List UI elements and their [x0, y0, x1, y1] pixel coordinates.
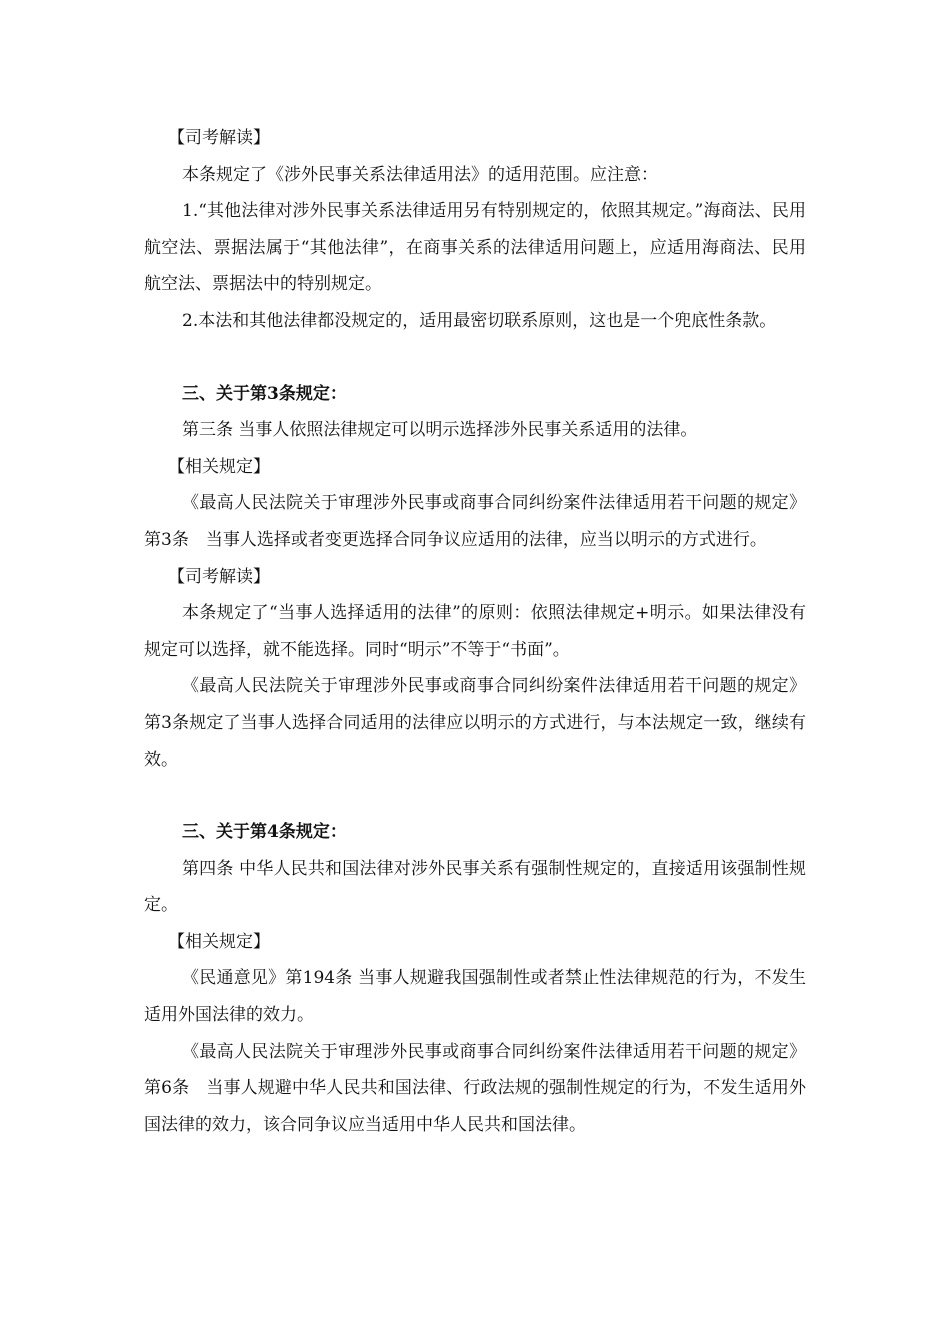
section-label: 【相关规定】: [168, 456, 270, 477]
section-spacer: [144, 340, 806, 376]
paragraph: 《最高人民法院关于审理涉外民事或商事合同纠纷案件法律适用若干问题的规定》第3条规定了当事人选择合同适用的法律应以明示的方式进行，与本法规定一致，继续有效。: [144, 676, 806, 770]
article-text: 第三条 当事人依照法律规定可以明示选择涉外民事关系适用的法律。: [182, 420, 698, 441]
section-heading: 三、关于第3条规定：: [182, 383, 347, 404]
paragraph: 2.本法和其他法律都没规定的，适用最密切联系原则，这也是一个兜底性条款。: [182, 310, 777, 331]
section-label: 【司考解读】: [168, 128, 270, 148]
paragraph: 《民通意见》第194条 当事人规避我国强制性或者禁止性法律规范的行为，不发生适用外国法律的效力。: [144, 968, 806, 1026]
article-text: 第四条 中华人民共和国法律对涉外民事关系有强制性规定的，直接适用该强制性规定。: [144, 858, 806, 916]
paragraph: 《最高人民法院关于审理涉外民事或商事合同纠纷案件法律适用若干问题的规定》第6条 当事人规避中华人民共和国法律、行政法规的强制性规定的行为，不发生适用外国法律的效力，该合同争议应当适用中华人民共和国法律。: [144, 1041, 806, 1135]
paragraph: 本条规定了“当事人选择适用的法律”的原则：依照法律规定+明示。如果法律没有规定可以选择，就不能选择。同时“明示”不等于“书面”。: [144, 603, 806, 660]
paragraph: 《最高人民法院关于审理涉外民事或商事合同纠纷案件法律适用若干问题的规定》第3条 当事人选择或者变更选择合同争议应适用的法律，应当以明示的方式进行。: [144, 493, 806, 550]
section-label: 【相关规定】: [168, 931, 270, 952]
section-label: 【司考解读】: [168, 566, 270, 587]
paragraph: 1.“其他法律对涉外民事关系法律适用另有特别规定的，依照其规定。”海商法、民用航空法、票据法属于“其他法律”，在商事关系的法律适用问题上，应适用海商法、民用航空法、票据法中的特别规定。: [144, 201, 806, 295]
section-spacer: [144, 778, 806, 814]
paragraph: 本条规定了《涉外民事关系法律适用法》的适用范围。应注意：: [182, 164, 658, 185]
document-page: [144, 120, 806, 1143]
section-heading: 三、关于第4条规定：: [182, 822, 347, 843]
